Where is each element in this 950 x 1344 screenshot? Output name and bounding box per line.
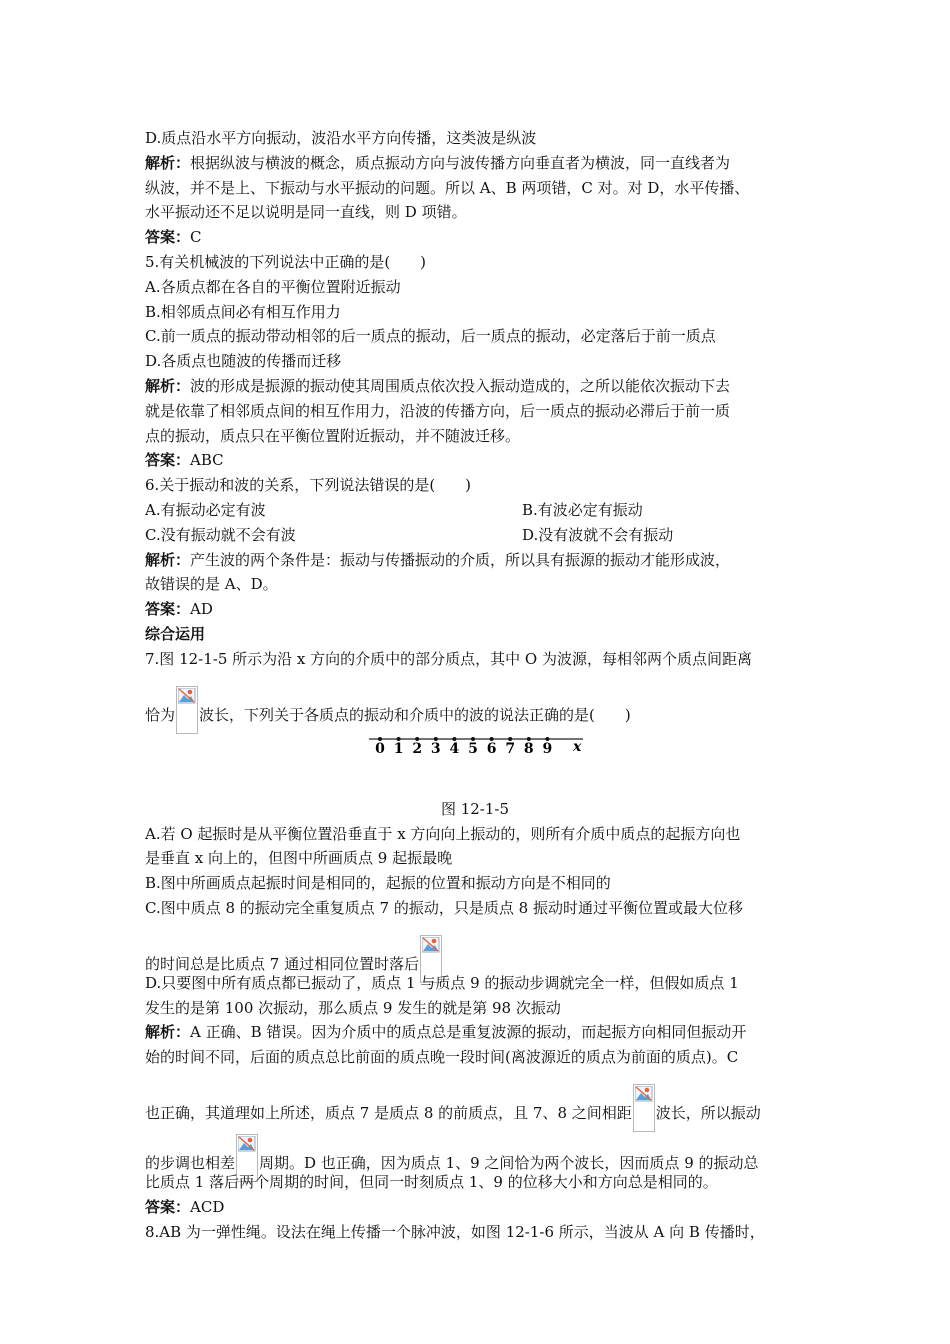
q7-stem-line: 恰为 波长，下列关于各质点的振动和介质中的波的说法正确的是( ) [145, 672, 815, 722]
q7-analysis-line: 比质点 1 落后两个周期的时间，但同一时刻质点 1、9 的位移大小和方向总是相同的。 [145, 1172, 718, 1191]
q7-option-d: D.只要图中所有质点都已振动了，质点 1 与质点 9 的振动步调就完全一样，但假如质点 1 [145, 973, 739, 992]
particle-label: 3 [430, 740, 441, 757]
answer-label: 答案： [145, 451, 191, 470]
q7-analysis-line: 的步调也相差 周期。D 也正确，因为质点 1、9 之间恰为两个波长，因而质点 9 的振动总 [145, 1120, 815, 1170]
particle-axis-diagram [145, 722, 815, 796]
analysis-label: 解析： [145, 153, 191, 172]
q5-option-c: C.前一质点的振动带动相邻的后一质点的振动，后一质点的振动，必定落后于前一质点 [145, 327, 716, 346]
answer-label: 答案： [145, 1197, 191, 1216]
q7-option-d: 发生的是第 100 次振动，那么质点 9 发生的就是第 98 次振动 [145, 998, 561, 1017]
q6-answer: 答案：AD [145, 600, 213, 619]
particle-label: 1 [393, 740, 404, 757]
analysis-label: 解析： [145, 550, 191, 569]
q4-answer: 答案：C [145, 228, 202, 247]
q7-analysis-line: 也正确，其道理如上所述，质点 7 是质点 8 的前质点，且 7、8 之间相距 波长，所以振动 [145, 1070, 815, 1120]
q8-stem-line: 8.AB 为一弹性绳。设法在绳上传播一个脉冲波，如图 12-1-6 所示，当波从 A 向 B 传播时， [145, 1222, 765, 1241]
q6-analysis-line: 解析：产生波的两个条件是：振动与传播振动的介质，所以具有振源的振动才能形成波， [145, 550, 731, 569]
q7-option-c: C.图中质点 8 的振动完全重复质点 7 的振动，只是质点 8 振动时通过平衡位置或最大位移 [145, 898, 743, 917]
q5-answer: 答案：ABC [145, 451, 224, 470]
q7-option-a: 是垂直 x 向上的，但图中所画质点 9 起振最晚 [145, 849, 453, 868]
q5-option-d: D.各质点也随波的传播而迁移 [145, 352, 342, 371]
x-axis-label: x [573, 738, 582, 755]
q5-option-b: B.相邻质点间必有相互作用力 [145, 302, 341, 321]
q6-stem: 6.关于振动和波的关系，下列说法错误的是( ) [145, 476, 472, 495]
particle-label: 8 [523, 740, 534, 757]
particle-label: 0 [375, 740, 385, 757]
q5-stem: 5.有关机械波的下列说法中正确的是( ) [145, 252, 427, 271]
particle-label: 4 [449, 740, 460, 757]
q7-option-b: B.图中所画质点起振时间是相同的，起振的位置和振动方向是不相同的 [145, 874, 611, 893]
particle-label: 7 [505, 740, 516, 757]
q7-analysis-line: 解析：A 正确、B 错误。因为介质中的质点总是重复波源的振动，而起振方向相同但振动开 [145, 1023, 747, 1042]
q6-option-c: C.没有振动就不会有波 [145, 525, 296, 544]
q6-analysis-line: 故错误的是 A、D。 [145, 575, 278, 594]
q6-option-b: B.有波必定有振动 [522, 500, 643, 519]
answer-label: 答案： [145, 600, 191, 619]
particle-label: 5 [468, 740, 478, 757]
q5-analysis-line: 解析：波的形成是振源的振动使其周围质点依次投入振动造成的，之所以能依次振动下去 [145, 376, 731, 395]
q5-option-a: A.各质点都在各自的平衡位置附近振动 [145, 277, 401, 296]
q6-options-row [145, 498, 815, 523]
q4-analysis-line: 纵波，并不是上、下振动与水平振动的问题。所以 A、B 两项错，C 对。对 D，水平传播、 [145, 178, 750, 197]
analysis-label: 解析： [145, 376, 191, 395]
q7-option-c: 的时间总是比质点 7 通过相同位置时落后 [145, 921, 815, 971]
q4-analysis-line: 解析：根据纵波与横波的概念，质点振动方向与波传播方向垂直者为横波，同一直线者为 [145, 153, 731, 172]
q7-option-a: A.若 O 起振时是从平衡位置沿垂直于 x 方向向上振动的，则所有介质中质点的起振方向也 [145, 824, 741, 843]
q4-analysis-line: 水平振动还不足以说明是同一直线，则 D 项错。 [145, 203, 467, 222]
section-title: 综合运用 [145, 624, 206, 643]
q5-analysis-line: 就是依靠了相邻质点间的相互作用力，沿波的传播方向，后一质点的振动必滞后于前一质 [145, 401, 731, 420]
q7-stem-line: 7.图 12-1-5 所示为沿 x 方向的介质中的部分质点，其中 O 为波源，每相邻两个质点间距离 [145, 649, 752, 668]
q6-option-a: A.有振动必定有波 [145, 500, 266, 519]
figure-caption: 图 12-1-5 [440, 799, 510, 818]
q4-option-d: D.质点沿水平方向振动，波沿水平方向传播，这类波是纵波 [145, 129, 537, 147]
q7-analysis-line: 始的时间不同，后面的质点总比前面的质点晚一段时间(离波源近的质点为前面的质点)。C [145, 1048, 739, 1067]
particle-label: 2 [412, 740, 423, 757]
particle-label: 6 [486, 740, 497, 757]
document-page [145, 126, 815, 1244]
analysis-label: 解析： [145, 1023, 191, 1042]
answer-label: 答案： [145, 228, 191, 247]
q6-options-row [145, 523, 815, 548]
q6-option-d: D.没有波就不会有振动 [522, 525, 674, 544]
figure-12-1-5 [145, 722, 815, 796]
q7-answer: 答案：ACD [145, 1197, 225, 1216]
particle-label: 9 [542, 740, 553, 757]
q5-analysis-line: 点的振动，质点只在平衡位置附近振动，并不随波迁移。 [145, 426, 521, 445]
